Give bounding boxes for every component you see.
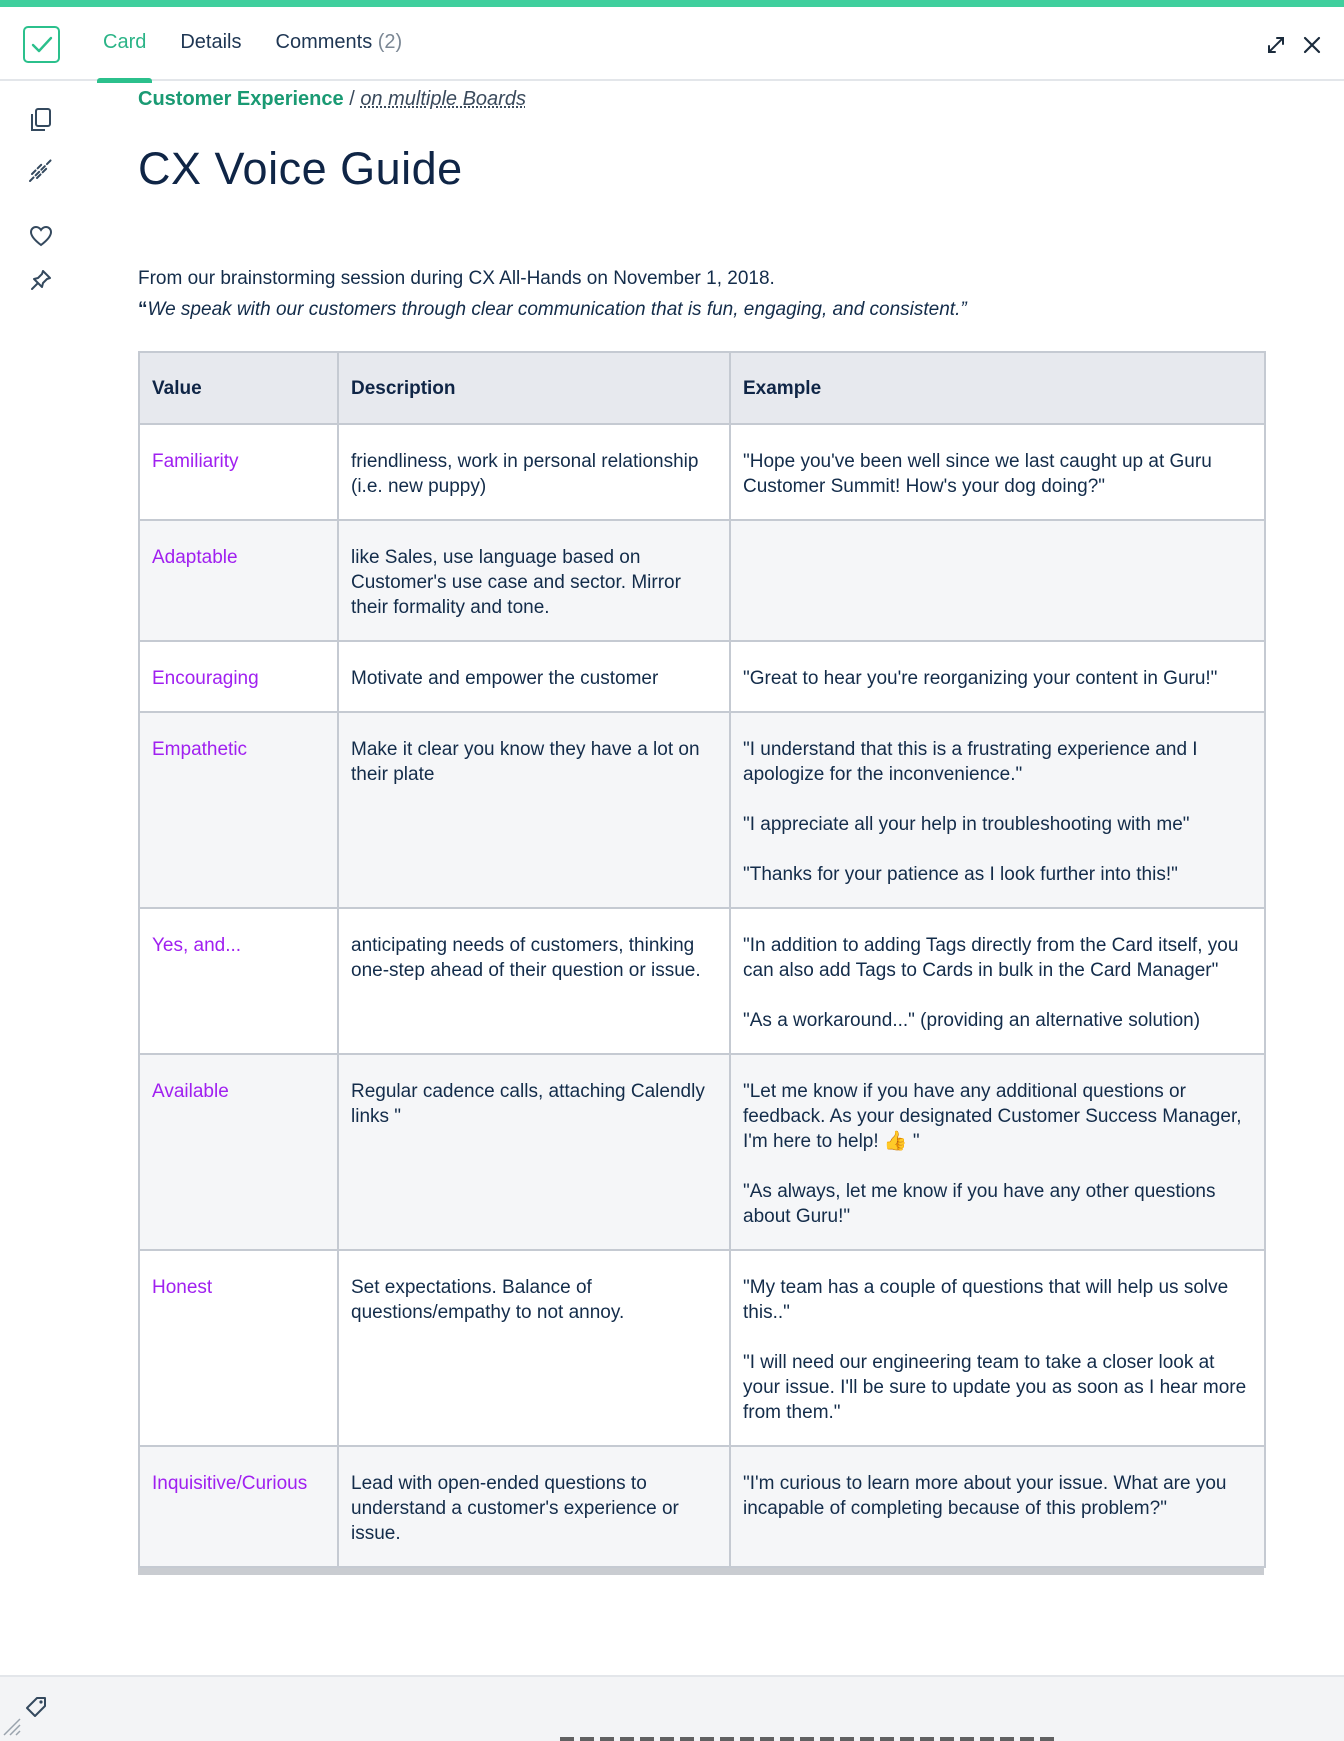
example-text: "I appreciate all your help in troubleshooting with me" [743,814,1190,835]
breadcrumb-separator: / [343,88,361,110]
cell-description: Make it clear you know they have a lot on their plate [338,712,730,908]
voice-table-container [138,351,1264,1575]
verified-check-icon[interactable] [23,26,60,63]
card-footer [0,1675,1344,1741]
example-text: "I will need our engineering team to take a closer look at your issue. I'll be sure to update you as soon as I hear more from them." [743,1352,1247,1423]
table-row [139,641,1265,712]
cell-value: Yes, and... [139,908,338,1054]
card-title: CX Voice Guide [138,143,463,194]
example-text: "As a workaround..." (providing an alternative solution) [743,1010,1201,1031]
table-row [139,1054,1265,1250]
cell-example [730,1446,1265,1567]
cell-example [730,641,1265,712]
close-icon[interactable] [1298,31,1326,59]
example-text: "I'm curious to learn more about your issue. What are you incapable of completing because of this problem?" [743,1473,1227,1519]
example-text: "Hope you've been well since we last caught up at Guru Customer Summit! How's your dog doing?" [743,451,1212,497]
top-accent-bar [0,0,1344,7]
table-row [139,520,1265,641]
header-description: Description [338,352,730,424]
tab-comments-label: Comments [275,31,373,53]
cell-example [730,1250,1265,1446]
tab-details-label: Details [180,31,242,53]
example-text: "In addition to adding Tags directly from the Card itself, you can also add Tags to Cards in bulk in the Card Manager" [743,935,1239,981]
cell-description: Motivate and empower the customer [338,641,730,712]
cell-example [730,712,1265,908]
expand-icon[interactable] [1262,31,1290,59]
example-text: "I understand that this is a frustrating experience and I apologize for the inconvenience." [743,739,1198,785]
unverify-icon[interactable] [26,155,56,185]
table-row [139,424,1265,520]
intro-text: From our brainstorming session during CX All-Hands on November 1, 2018. [138,268,775,289]
card-header [0,7,1344,81]
cell-example [730,424,1265,520]
cell-description: like Sales, use language based on Customer's use case and sector. Mirror their formality and tone. [338,520,730,641]
cell-description: friendliness, work in personal relationship (i.e. new puppy) [338,424,730,520]
voice-quote [138,294,1263,325]
table-row [139,908,1265,1054]
cell-value: Available [139,1054,338,1250]
cell-example [730,1054,1265,1250]
cell-example [730,908,1265,1054]
pin-icon[interactable] [26,265,56,295]
tag-icon[interactable] [22,1693,50,1721]
example-text: "My team has a couple of questions that will help us solve this.." [743,1277,1229,1323]
background-page-peek [560,1737,1060,1741]
cell-value: Encouraging [139,641,338,712]
tab-card-label: Card [103,31,147,53]
table-row [139,1250,1265,1446]
table-row [139,712,1265,908]
cell-description: Lead with open-ended questions to understand a customer's experience or issue. [338,1446,730,1567]
example-text: "Let me know if you have any additional questions or feedback. As your designated Customer Success Manager, I'm here to help! 👍 " [743,1081,1242,1152]
heart-icon[interactable] [26,221,56,251]
cell-value: Adaptable [139,520,338,641]
card-content [138,83,1263,1544]
collection-link[interactable]: Customer Experience [138,88,344,110]
table-body [139,424,1265,1567]
header-example: Example [730,352,1265,424]
header-value: Value [139,352,338,424]
quote-mark: “ [138,299,148,320]
table-header-row [139,352,1265,424]
cell-value: Honest [139,1250,338,1446]
cell-value: Inquisitive/Curious [139,1446,338,1567]
breadcrumb [138,88,1263,111]
boards-link[interactable]: on multiple Boards [360,88,526,110]
cell-example [730,520,1265,641]
tab-card[interactable] [95,7,154,81]
tab-comments[interactable] [268,7,411,81]
quote-text: We speak with our customers through clear communication that is fun, engaging, and consistent.” [147,299,967,320]
example-text: "As always, let me know if you have any other questions about Guru!" [743,1181,1216,1227]
example-text: "Great to hear you're reorganizing your content in Guru!" [743,668,1218,689]
comments-count: (2) [377,31,403,53]
cell-description: Regular cadence calls, attaching Calendly links " [338,1054,730,1250]
copy-icon[interactable] [26,105,56,135]
voice-table [138,351,1266,1568]
example-text: "Thanks for your patience as I look further into this!" [743,864,1178,885]
tab-details[interactable] [172,7,249,81]
cell-value: Empathetic [139,712,338,908]
card-tabs [95,7,428,81]
resize-grip-icon[interactable] [2,1717,22,1737]
cell-description: Set expectations. Balance of questions/empathy to not annoy. [338,1250,730,1446]
table-row [139,1446,1265,1567]
cell-value: Familiarity [139,424,338,520]
cell-description: anticipating needs of customers, thinking one-step ahead of their question or issue. [338,908,730,1054]
